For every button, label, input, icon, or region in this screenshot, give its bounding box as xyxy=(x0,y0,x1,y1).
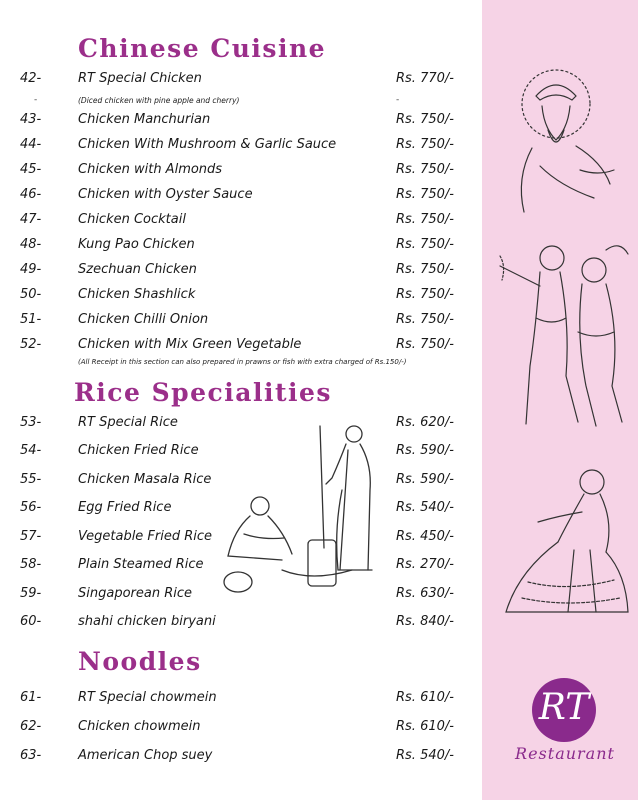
section-title-noodles: Noodles xyxy=(78,647,202,676)
item-number: 52- xyxy=(20,337,42,352)
item-price: Rs. 620/- xyxy=(396,415,454,430)
logo-wordmark: Restaurant xyxy=(515,744,615,763)
item-price: Rs. 750/- xyxy=(396,312,454,327)
menu-row xyxy=(0,234,482,256)
menu-row xyxy=(0,134,482,156)
item-name: Chicken Masala Rice xyxy=(78,472,212,487)
item-name: shahi chicken biryani xyxy=(78,614,216,629)
item-number: 46- xyxy=(20,187,42,202)
item-number: 58- xyxy=(20,557,42,572)
item-number: 49- xyxy=(20,262,42,277)
item-name: RT Special Chicken xyxy=(78,71,202,86)
item-price: Rs. 590/- xyxy=(396,472,454,487)
item-number: 54- xyxy=(20,443,42,458)
item-name: Chicken Manchurian xyxy=(78,112,211,127)
menu-row xyxy=(0,284,482,306)
item-price: Rs. 540/- xyxy=(396,500,454,515)
item-name: Chicken with Oyster Sauce xyxy=(78,187,253,202)
item-price: Rs. 750/- xyxy=(396,187,454,202)
item-name: RT Special chowmein xyxy=(78,690,217,705)
item-price: Rs. 750/- xyxy=(396,237,454,252)
item-name: Egg Fried Rice xyxy=(78,500,172,515)
item-price: Rs. 590/- xyxy=(396,443,454,458)
item-price: Rs. 630/- xyxy=(396,586,454,601)
scholar-portrait-illustration xyxy=(510,66,622,216)
item-number: 56- xyxy=(20,500,42,515)
item-price: Rs. 750/- xyxy=(396,287,454,302)
item-price: Rs. 770/- xyxy=(396,71,454,86)
item-number: 63- xyxy=(20,748,42,763)
item-name: Chicken With Mushroom & Garlic Sauce xyxy=(78,137,337,152)
section-title-chinese: Chinese Cuisine xyxy=(78,34,327,63)
item-price: Rs. 610/- xyxy=(396,690,454,705)
menu-row xyxy=(0,334,482,356)
menu-row xyxy=(0,209,482,231)
item-price: Rs. 750/- xyxy=(396,262,454,277)
item-name: Chicken Cocktail xyxy=(78,212,186,227)
item-price: Rs. 270/- xyxy=(396,557,454,572)
item-number: 60- xyxy=(20,614,42,629)
menu-row xyxy=(0,745,482,767)
item-price: Rs. 750/- xyxy=(396,137,454,152)
classical-dancer-illustration xyxy=(498,462,638,620)
section-title-rice: Rice Specialities xyxy=(74,378,332,407)
item-name: RT Special Rice xyxy=(78,415,178,430)
item-number: 62- xyxy=(20,719,42,734)
item-name: Chicken Fried Rice xyxy=(78,443,199,458)
item-number: 53- xyxy=(20,415,42,430)
item-price: Rs. 750/- xyxy=(396,162,454,177)
dancing-couple-illustration xyxy=(496,236,636,432)
item-number: 48- xyxy=(20,237,42,252)
item-number: 50- xyxy=(20,287,42,302)
menu-row xyxy=(0,611,482,633)
dash-mark: - xyxy=(396,95,400,105)
restaurant-logo xyxy=(510,678,620,768)
item-price: Rs. 610/- xyxy=(396,719,454,734)
menu-row xyxy=(0,687,482,709)
item-name: Kung Pao Chicken xyxy=(78,237,195,252)
item-number: 45- xyxy=(20,162,42,177)
item-name: Chicken Shashlick xyxy=(78,287,196,302)
item-name: Szechuan Chicken xyxy=(78,262,197,277)
item-number: 44- xyxy=(20,137,42,152)
item-number: 61- xyxy=(20,690,42,705)
women-pounding-grain-illustration xyxy=(222,420,384,598)
item-name: Chicken Chilli Onion xyxy=(78,312,209,327)
item-name: Chicken chowmein xyxy=(78,719,201,734)
item-name: Vegetable Fried Rice xyxy=(78,529,213,544)
menu-row xyxy=(0,184,482,206)
menu-row xyxy=(0,716,482,738)
item-name: Chicken with Mix Green Vegetable xyxy=(78,337,302,352)
item-number: 51- xyxy=(20,312,42,327)
item-price: Rs. 750/- xyxy=(396,212,454,227)
section-footnote: (All Receipt in this section can also prepared in prawns or fish with extra charged of Rs.150/-) xyxy=(78,358,407,366)
item-number: 42- xyxy=(20,71,42,86)
menu-row xyxy=(0,159,482,181)
menu-row xyxy=(0,259,482,281)
item-number: 55- xyxy=(20,472,42,487)
item-name: American Chop suey xyxy=(78,748,213,763)
item-price: Rs. 750/- xyxy=(396,112,454,127)
menu-row xyxy=(0,309,482,331)
dash-mark: - xyxy=(34,95,38,105)
item-price: Rs. 840/- xyxy=(396,614,454,629)
menu-row xyxy=(0,68,482,90)
menu-row xyxy=(0,109,482,131)
item-number: 59- xyxy=(20,586,42,601)
logo-mark: RT xyxy=(538,687,590,728)
item-price: Rs. 540/- xyxy=(396,748,454,763)
item-number: 47- xyxy=(20,212,42,227)
item-description: (Diced chicken with pine apple and cherry) xyxy=(78,96,240,105)
item-name: Chicken with Almonds xyxy=(78,162,223,177)
item-name: Plain Steamed Rice xyxy=(78,557,204,572)
item-price: Rs. 450/- xyxy=(396,529,454,544)
item-number: 43- xyxy=(20,112,42,127)
item-number: 57- xyxy=(20,529,42,544)
item-price: Rs. 750/- xyxy=(396,337,454,352)
item-name: Singaporean Rice xyxy=(78,586,192,601)
